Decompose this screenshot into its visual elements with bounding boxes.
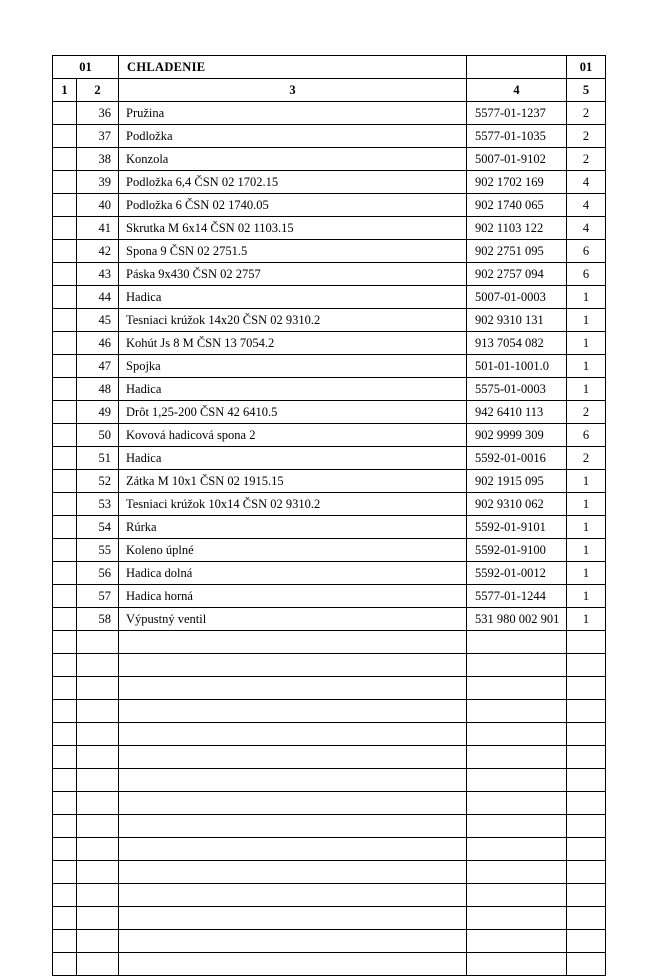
- empty-cell: [567, 677, 606, 700]
- row-part-number: 5007-01-0003: [467, 286, 567, 309]
- row-position: 36: [77, 102, 119, 125]
- empty-cell: [567, 953, 606, 976]
- empty-cell: [467, 700, 567, 723]
- table-row: [53, 148, 606, 171]
- empty-cell: [53, 654, 77, 677]
- empty-cell: [119, 723, 467, 746]
- row-part-number: 5592-01-9101: [467, 516, 567, 539]
- table-row-empty: [53, 838, 606, 861]
- table-header-row: [53, 56, 606, 79]
- row-marker-cell: [53, 516, 77, 539]
- table-row: [53, 378, 606, 401]
- empty-cell: [53, 861, 77, 884]
- table-row-empty: [53, 654, 606, 677]
- row-position: 38: [77, 148, 119, 171]
- table-row-empty: [53, 746, 606, 769]
- empty-cell: [53, 815, 77, 838]
- empty-cell: [119, 769, 467, 792]
- empty-cell: [467, 861, 567, 884]
- row-marker-cell: [53, 562, 77, 585]
- row-marker-cell: [53, 286, 77, 309]
- row-marker-cell: [53, 240, 77, 263]
- row-part-number: 902 2751 095: [467, 240, 567, 263]
- row-position: 46: [77, 332, 119, 355]
- row-name: Tesniaci krúžok 10x14 ČSN 02 9310.2: [119, 493, 467, 516]
- row-part-number: 902 9310 062: [467, 493, 567, 516]
- row-name: Koleno úplné: [119, 539, 467, 562]
- row-quantity: 6: [567, 424, 606, 447]
- empty-cell: [77, 654, 119, 677]
- row-marker-cell: [53, 539, 77, 562]
- row-name: Pružina: [119, 102, 467, 125]
- row-quantity: 2: [567, 148, 606, 171]
- empty-cell: [53, 930, 77, 953]
- empty-cell: [467, 677, 567, 700]
- column-number-4: 4: [467, 79, 567, 102]
- table-row: [53, 194, 606, 217]
- row-position: 52: [77, 470, 119, 493]
- row-position: 56: [77, 562, 119, 585]
- row-name: Kovová hadicová spona 2: [119, 424, 467, 447]
- table-row: [53, 562, 606, 585]
- row-part-number: 913 7054 082: [467, 332, 567, 355]
- row-name: Podložka: [119, 125, 467, 148]
- table-row: [53, 516, 606, 539]
- row-quantity: 4: [567, 217, 606, 240]
- row-name: Podložka 6,4 ČSN 02 1702.15: [119, 171, 467, 194]
- row-marker-cell: [53, 447, 77, 470]
- row-quantity: 1: [567, 378, 606, 401]
- row-name: Páska 9x430 ČSN 02 2757: [119, 263, 467, 286]
- row-marker-cell: [53, 125, 77, 148]
- row-name: Podložka 6 ČSN 02 1740.05: [119, 194, 467, 217]
- header-left-code: 01: [53, 56, 119, 79]
- table-row: [53, 355, 606, 378]
- row-quantity: 1: [567, 562, 606, 585]
- row-name: Hadica dolná: [119, 562, 467, 585]
- empty-cell: [119, 838, 467, 861]
- row-quantity: 4: [567, 194, 606, 217]
- table-row: [53, 401, 606, 424]
- empty-cell: [119, 677, 467, 700]
- row-quantity: 2: [567, 102, 606, 125]
- table-row: [53, 102, 606, 125]
- row-name: Hadica: [119, 286, 467, 309]
- empty-cell: [77, 930, 119, 953]
- empty-cell: [53, 953, 77, 976]
- table-row-empty: [53, 884, 606, 907]
- row-part-number: 902 1915 095: [467, 470, 567, 493]
- empty-cell: [53, 838, 77, 861]
- empty-cell: [467, 907, 567, 930]
- empty-cell: [567, 700, 606, 723]
- row-name: Zátka M 10x1 ČSN 02 1915.15: [119, 470, 467, 493]
- column-number-5: 5: [567, 79, 606, 102]
- table-row-empty: [53, 907, 606, 930]
- row-quantity: 6: [567, 240, 606, 263]
- row-marker-cell: [53, 470, 77, 493]
- row-quantity: 4: [567, 171, 606, 194]
- parts-table: [52, 55, 606, 976]
- row-part-number: 5007-01-9102: [467, 148, 567, 171]
- row-name: Výpustný ventil: [119, 608, 467, 631]
- empty-cell: [567, 746, 606, 769]
- row-marker-cell: [53, 217, 77, 240]
- empty-cell: [53, 792, 77, 815]
- row-position: 53: [77, 493, 119, 516]
- row-marker-cell: [53, 401, 77, 424]
- empty-cell: [119, 907, 467, 930]
- table-row-empty: [53, 700, 606, 723]
- empty-cell: [77, 677, 119, 700]
- empty-cell: [467, 631, 567, 654]
- row-marker-cell: [53, 194, 77, 217]
- row-quantity: 1: [567, 286, 606, 309]
- table-row: [53, 447, 606, 470]
- row-position: 45: [77, 309, 119, 332]
- empty-cell: [567, 792, 606, 815]
- empty-cell: [77, 792, 119, 815]
- empty-cell: [467, 723, 567, 746]
- table-row-empty: [53, 769, 606, 792]
- table-row: [53, 171, 606, 194]
- table-row-empty: [53, 861, 606, 884]
- row-position: 49: [77, 401, 119, 424]
- table-row: [53, 217, 606, 240]
- table-row-empty: [53, 792, 606, 815]
- empty-cell: [567, 907, 606, 930]
- table-row: [53, 309, 606, 332]
- table-row: [53, 585, 606, 608]
- empty-cell: [77, 700, 119, 723]
- row-quantity: 2: [567, 447, 606, 470]
- row-position: 42: [77, 240, 119, 263]
- empty-cell: [567, 884, 606, 907]
- table-row: [53, 240, 606, 263]
- empty-cell: [53, 631, 77, 654]
- row-position: 50: [77, 424, 119, 447]
- row-position: 37: [77, 125, 119, 148]
- table-row: [53, 539, 606, 562]
- empty-cell: [567, 723, 606, 746]
- empty-cell: [567, 861, 606, 884]
- row-name: Rúrka: [119, 516, 467, 539]
- row-position: 41: [77, 217, 119, 240]
- row-marker-cell: [53, 585, 77, 608]
- row-part-number: 902 1702 169: [467, 171, 567, 194]
- row-marker-cell: [53, 309, 77, 332]
- table-row-empty: [53, 930, 606, 953]
- empty-cell: [567, 838, 606, 861]
- table-row-empty: [53, 631, 606, 654]
- row-part-number: 902 9310 131: [467, 309, 567, 332]
- row-name: Hadica horná: [119, 585, 467, 608]
- header-right-code-spacer: [467, 56, 567, 79]
- empty-cell: [119, 884, 467, 907]
- row-part-number: 5592-01-9100: [467, 539, 567, 562]
- empty-cell: [77, 746, 119, 769]
- empty-cell: [467, 838, 567, 861]
- empty-cell: [119, 815, 467, 838]
- empty-cell: [77, 838, 119, 861]
- table-row-empty: [53, 815, 606, 838]
- row-marker-cell: [53, 332, 77, 355]
- empty-cell: [53, 700, 77, 723]
- row-quantity: 1: [567, 539, 606, 562]
- empty-cell: [567, 769, 606, 792]
- row-name: Tesniaci krúžok 14x20 ČSN 02 9310.2: [119, 309, 467, 332]
- empty-cell: [119, 746, 467, 769]
- empty-cell: [119, 700, 467, 723]
- row-quantity: 2: [567, 401, 606, 424]
- row-quantity: 1: [567, 493, 606, 516]
- row-quantity: 1: [567, 355, 606, 378]
- empty-cell: [77, 953, 119, 976]
- row-marker-cell: [53, 378, 77, 401]
- row-name: Skrutka M 6x14 ČSN 02 1103.15: [119, 217, 467, 240]
- row-position: 55: [77, 539, 119, 562]
- table-row: [53, 424, 606, 447]
- table-row: [53, 493, 606, 516]
- row-position: 58: [77, 608, 119, 631]
- empty-cell: [467, 930, 567, 953]
- empty-cell: [119, 953, 467, 976]
- row-name: Hadica: [119, 378, 467, 401]
- row-position: 40: [77, 194, 119, 217]
- row-marker-cell: [53, 148, 77, 171]
- row-name: Kohút Js 8 M ČSN 13 7054.2: [119, 332, 467, 355]
- table-row: [53, 125, 606, 148]
- row-quantity: 6: [567, 263, 606, 286]
- empty-cell: [77, 815, 119, 838]
- column-number-3: 3: [119, 79, 467, 102]
- row-quantity: 1: [567, 608, 606, 631]
- row-name: Konzola: [119, 148, 467, 171]
- row-marker-cell: [53, 355, 77, 378]
- empty-cell: [467, 953, 567, 976]
- row-part-number: 5592-01-0012: [467, 562, 567, 585]
- empty-cell: [77, 769, 119, 792]
- row-position: 39: [77, 171, 119, 194]
- row-quantity: 1: [567, 470, 606, 493]
- empty-cell: [567, 654, 606, 677]
- table-row: [53, 608, 606, 631]
- empty-cell: [77, 631, 119, 654]
- column-number-row: [53, 79, 606, 102]
- row-marker-cell: [53, 263, 77, 286]
- empty-cell: [77, 907, 119, 930]
- row-part-number: 5577-01-1237: [467, 102, 567, 125]
- row-part-number: 5577-01-1035: [467, 125, 567, 148]
- table-row-empty: [53, 677, 606, 700]
- row-part-number: 501-01-1001.0: [467, 355, 567, 378]
- row-part-number: 531 980 002 901: [467, 608, 567, 631]
- row-marker-cell: [53, 171, 77, 194]
- empty-cell: [467, 746, 567, 769]
- row-name: Hadica: [119, 447, 467, 470]
- row-quantity: 1: [567, 516, 606, 539]
- row-quantity: 1: [567, 332, 606, 355]
- empty-cell: [467, 654, 567, 677]
- empty-cell: [77, 723, 119, 746]
- empty-cell: [567, 631, 606, 654]
- row-position: 57: [77, 585, 119, 608]
- table-row-empty: [53, 953, 606, 976]
- header-right-code: 01: [567, 56, 606, 79]
- empty-cell: [467, 815, 567, 838]
- empty-cell: [53, 907, 77, 930]
- row-position: 51: [77, 447, 119, 470]
- empty-cell: [53, 884, 77, 907]
- empty-cell: [119, 654, 467, 677]
- row-part-number: 902 1103 122: [467, 217, 567, 240]
- table-row: [53, 470, 606, 493]
- row-name: Spona 9 ČSN 02 2751.5: [119, 240, 467, 263]
- empty-cell: [77, 884, 119, 907]
- row-part-number: 902 1740 065: [467, 194, 567, 217]
- empty-cell: [119, 792, 467, 815]
- row-quantity: 1: [567, 585, 606, 608]
- row-quantity: 1: [567, 309, 606, 332]
- empty-cell: [119, 930, 467, 953]
- row-part-number: 5592-01-0016: [467, 447, 567, 470]
- empty-cell: [567, 815, 606, 838]
- column-number-1: 1: [53, 79, 77, 102]
- table-row: [53, 332, 606, 355]
- column-number-2: 2: [77, 79, 119, 102]
- empty-cell: [119, 631, 467, 654]
- row-part-number: 5575-01-0003: [467, 378, 567, 401]
- row-name: Drôt 1,25-200 ČSN 42 6410.5: [119, 401, 467, 424]
- empty-cell: [467, 769, 567, 792]
- empty-cell: [53, 677, 77, 700]
- row-marker-cell: [53, 102, 77, 125]
- row-position: 47: [77, 355, 119, 378]
- row-quantity: 2: [567, 125, 606, 148]
- empty-cell: [467, 884, 567, 907]
- table-row-empty: [53, 723, 606, 746]
- empty-cell: [53, 723, 77, 746]
- row-part-number: 5577-01-1244: [467, 585, 567, 608]
- table-row: [53, 286, 606, 309]
- row-position: 44: [77, 286, 119, 309]
- empty-cell: [567, 930, 606, 953]
- row-position: 48: [77, 378, 119, 401]
- header-title: CHLADENIE: [119, 56, 467, 79]
- empty-cell: [119, 861, 467, 884]
- row-position: 43: [77, 263, 119, 286]
- empty-cell: [77, 861, 119, 884]
- empty-cell: [53, 746, 77, 769]
- row-name: Spojka: [119, 355, 467, 378]
- row-marker-cell: [53, 493, 77, 516]
- row-marker-cell: [53, 608, 77, 631]
- empty-cell: [467, 792, 567, 815]
- row-marker-cell: [53, 424, 77, 447]
- row-position: 54: [77, 516, 119, 539]
- row-part-number: 902 2757 094: [467, 263, 567, 286]
- row-part-number: 902 9999 309: [467, 424, 567, 447]
- row-part-number: 942 6410 113: [467, 401, 567, 424]
- empty-cell: [53, 769, 77, 792]
- table-row: [53, 263, 606, 286]
